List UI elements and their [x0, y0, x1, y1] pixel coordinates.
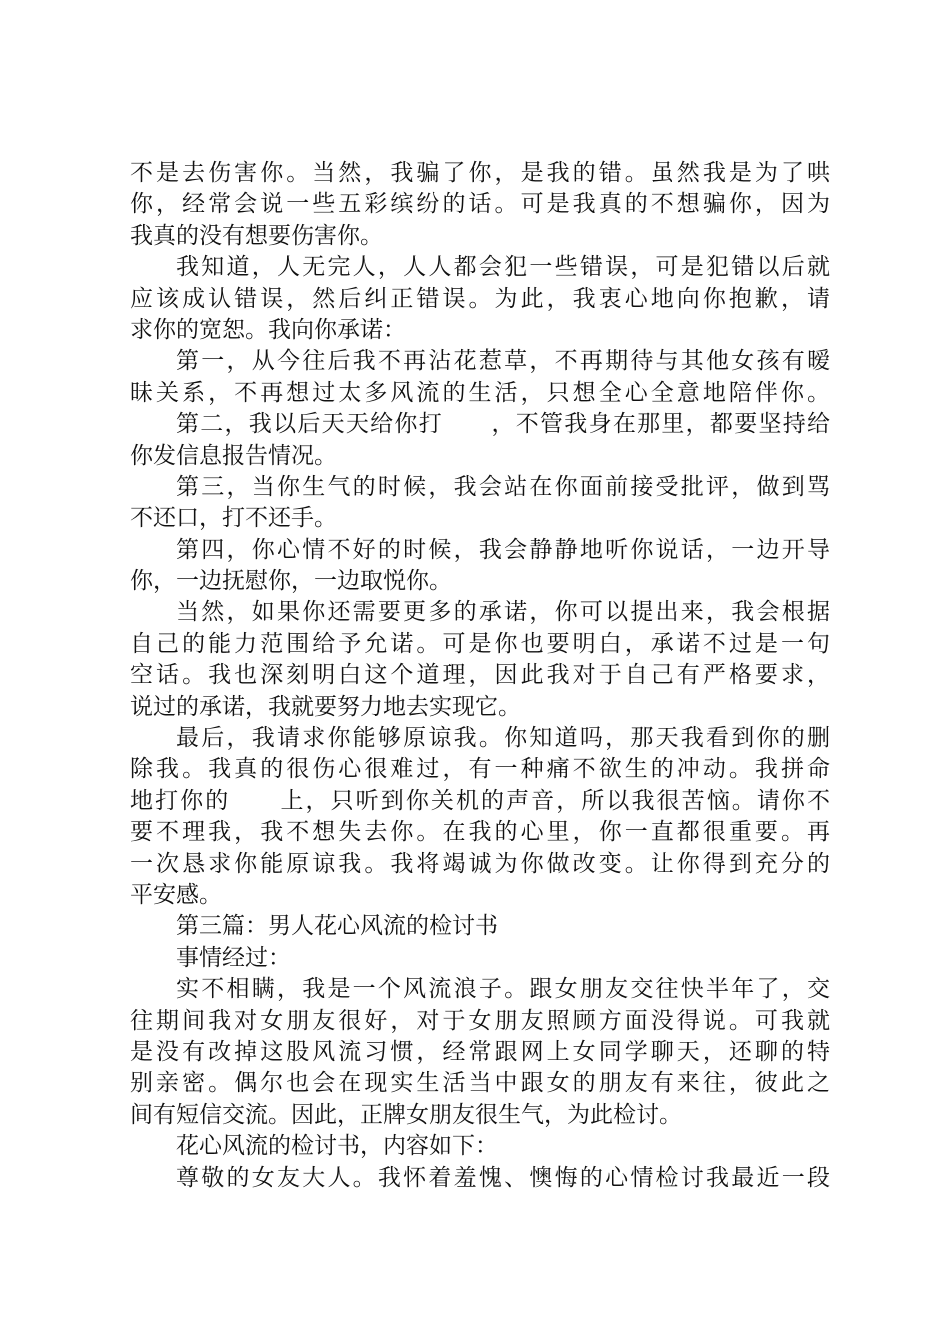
- text-line: 第三，当你生气的时候，我会站在你面前接受批评，做到骂: [176, 473, 830, 500]
- document-body: [130, 158, 830, 1194]
- text-line: 往期间我对女朋友很好，对于女朋友照顾方面没得说。可我就: [130, 1007, 830, 1034]
- text-line: 不还口，打不还手。: [130, 505, 337, 532]
- text-line: 尊敬的女友大人。我怀着羞愧、懊悔的心情检讨我最近一段: [176, 1164, 830, 1191]
- text-line: 我真的没有想要伤害你。: [130, 222, 383, 249]
- text-line: 昧关系，不再想过太多风流的生活，只想全心全意地陪伴你。: [130, 379, 830, 406]
- text-line: 要不理我，我不想失去你。在我的心里，你一直都很重要。再: [130, 819, 830, 846]
- text-line: 第四，你心情不好的时候，我会静静地听你说话，一边开导: [176, 536, 830, 563]
- text-line: 你，经常会说一些五彩缤纷的话。可是我真的不想骗你，因为: [130, 191, 830, 218]
- text-line: 自己的能力范围给予允诺。可是你也要明白，承诺不过是一句: [130, 630, 830, 657]
- text-line: 第二，我以后天天给你打 ，不管我身在那里，都要坚持给: [176, 411, 830, 438]
- text-line: 你发信息报告情况。: [130, 442, 337, 469]
- text-line: 一次恳求你能原谅我。我将竭诚为你做改变。让你得到充分的: [130, 850, 830, 877]
- text-line: 你，一边抚慰你，一边取悦你。: [130, 568, 452, 595]
- text-line: 求你的宽恕。我向你承诺：: [130, 316, 406, 343]
- text-line: 应该成认错误，然后纠正错误。为此，我衷心地向你抱歉，请: [130, 285, 830, 312]
- text-line: 间有短信交流。因此，正牌女朋友很生气，为此检讨。: [130, 1101, 682, 1128]
- text-line: 空话。我也深刻明白这个道理，因此我对于自己有严格要求，: [130, 662, 830, 689]
- text-line: 说过的承诺，我就要努力地去实现它。: [130, 693, 521, 720]
- text-line: 别亲密。偶尔也会在现实生活当中跟女的朋友有来往，彼此之: [130, 1070, 830, 1097]
- text-line: 平安感。: [130, 881, 222, 908]
- text-line: 是没有改掉这股风流习惯，经常跟网上女同学聊天，还聊的特: [130, 1038, 830, 1065]
- text-line: 最后，我请求你能够原谅我。你知道吗，那天我看到你的删: [176, 725, 830, 752]
- text-line: 实不相瞒，我是一个风流浪子。跟女朋友交往快半年了，交: [176, 976, 830, 1003]
- text-line: 不是去伤害你。当然，我骗了你，是我的错。虽然我是为了哄: [130, 160, 830, 186]
- text-line: 我知道，人无完人，人人都会犯一些错误，可是犯错以后就: [176, 254, 830, 281]
- text-line: 当然，如果你还需要更多的承诺，你可以提出来，我会根据: [176, 599, 830, 626]
- text-line: 花心风流的检讨书，内容如下：: [176, 1133, 498, 1160]
- text-line: 地打你的 上，只听到你关机的声音，所以我很苦恼。请你不: [130, 787, 830, 814]
- section-heading: 第三篇：男人花心风流的检讨书: [176, 913, 498, 940]
- text-line: 事情经过：: [176, 944, 291, 971]
- text-line: 第一，从今往后我不再沾花惹草，不再期待与其他女孩有暧: [176, 348, 830, 375]
- text-line: 除我。我真的很伤心很难过，有一种痛不欲生的冲动。我拼命: [130, 756, 830, 783]
